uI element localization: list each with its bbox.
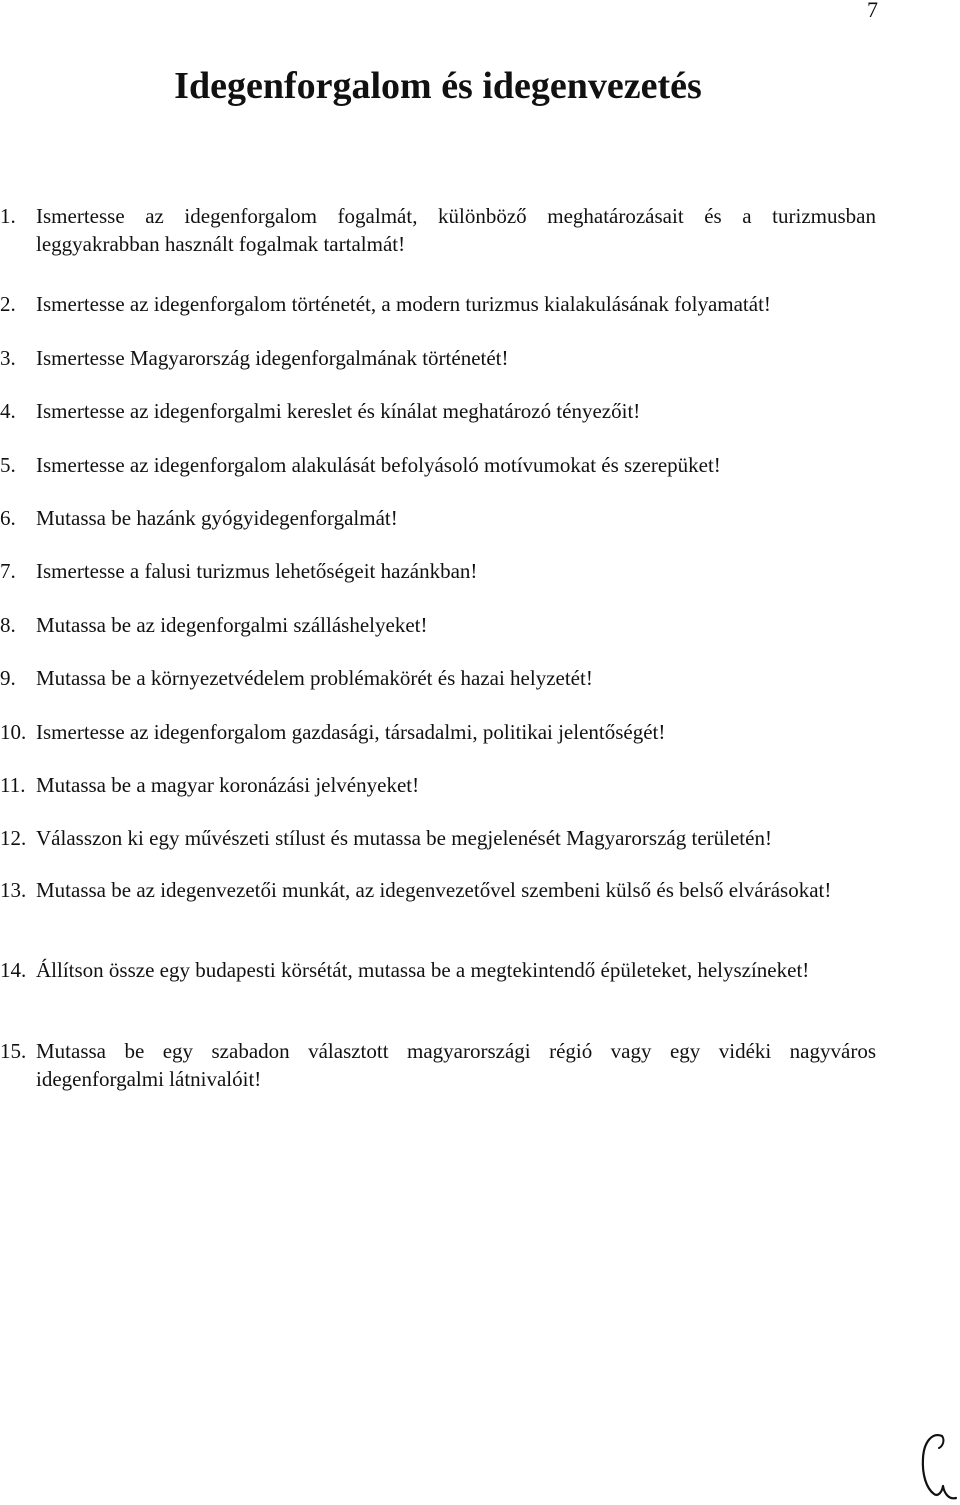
page-number: 7 [867, 0, 878, 22]
item-text: Mutassa be az idegenforgalmi szálláshelyeket! [36, 613, 428, 637]
item-text: Ismertesse a falusi turizmus lehetőségeit hazánkban! [36, 559, 478, 583]
list-item [0, 824, 876, 852]
list-item [0, 1037, 876, 1093]
item-number: 11. [0, 773, 26, 797]
item-number: 5. [0, 453, 16, 477]
item-number: 2. [0, 292, 16, 316]
list-item [0, 557, 876, 585]
item-number: 6. [0, 506, 16, 530]
item-text: Ismertesse az idegenforgalom gazdasági, társadalmi, politikai jelentőségét! [36, 720, 666, 744]
item-text: Ismertesse az idegenforgalom alakulását befolyásoló motívumokat és szerepüket! [36, 453, 721, 477]
item-text: Ismertesse az idegenforgalom történetét, a modern turizmus kialakulásának folyamatát! [36, 292, 771, 316]
list-item [0, 451, 876, 479]
list-item [0, 956, 876, 984]
page-title: Idegenforgalom és idegenvezetés [174, 65, 702, 107]
item-text: Mutassa be az idegenvezetői munkát, az idegenvezetővel szembeni külső és belső elvárásokat! [36, 878, 832, 902]
item-number: 7. [0, 559, 16, 583]
item-text: Ismertesse Magyarország idegenforgalmának történetét! [36, 346, 509, 370]
list-item [0, 718, 876, 746]
handwritten-initials [912, 1428, 960, 1505]
item-text: Válasszon ki egy művészeti stílust és mutassa be megjelenését Magyarország területén! [36, 826, 772, 850]
item-number: 13. [0, 878, 27, 902]
list-item [0, 876, 876, 904]
item-number: 4. [0, 399, 16, 423]
list-item [0, 397, 876, 425]
list-item [0, 504, 876, 532]
item-number: 3. [0, 346, 16, 370]
item-number: 10. [0, 720, 27, 744]
item-text: Ismertesse az idegenforgalom fogalmát, különböző meghatározásait és a turizmusban leggyakrabban használt fogalmak tartalmát! [36, 204, 876, 256]
item-number: 9. [0, 666, 16, 690]
item-text: Mutassa be egy szabadon választott magyarországi régió vagy egy vidéki nagyváros idegenforgalmi látnivalóit! [36, 1039, 876, 1091]
list-item [0, 290, 876, 318]
item-text: Mutassa be hazánk gyógyidegenforgalmát! [36, 506, 398, 530]
list-item [0, 611, 876, 639]
list-item [0, 664, 876, 692]
item-number: 12. [0, 826, 27, 850]
item-text: Mutassa be a magyar koronázási jelvényeket! [36, 773, 420, 797]
list-item [0, 344, 876, 372]
item-number: 14. [0, 958, 27, 982]
item-number: 8. [0, 613, 16, 637]
item-text: Mutassa be a környezetvédelem problémakörét és hazai helyzetét! [36, 666, 593, 690]
item-text: Ismertesse az idegenforgalmi kereslet és kínálat meghatározó tényezőit! [36, 399, 641, 423]
item-number: 15. [0, 1039, 27, 1063]
list-item [0, 771, 876, 799]
list-item [0, 202, 876, 258]
item-number: 1. [0, 204, 16, 228]
item-text: Állítson össze egy budapesti körsétát, mutassa be a megtekintendő épületeket, helyszíneket! [36, 958, 810, 982]
